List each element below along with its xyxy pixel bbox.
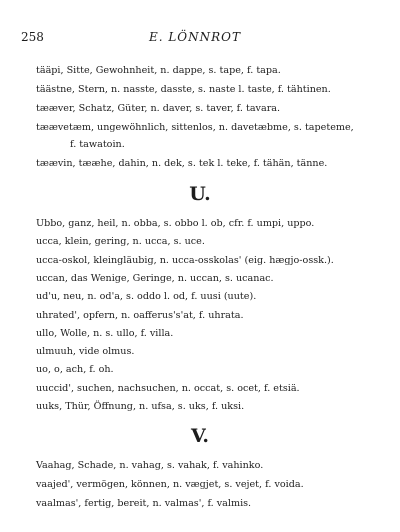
entry-ullo: ullo, Wolle, n. s. ullo, f. villa. (36, 328, 174, 339)
running-head: E. LÖNNROT (148, 30, 242, 44)
entry-taevetaem-continued: f. tawatoin. (70, 139, 125, 150)
entry-taastne: täästne, Stern, n. nasste, dasste, s. naste l. taste, f. tähtinen. (36, 84, 331, 95)
page-header (21, 30, 369, 44)
entry-udu: ud'u, neu, n. od'a, s. oddo l. od, f. uusi (uute). (36, 291, 257, 302)
entry-ucca-oskol: ucca-oskol, kleingläubig, n. ucca-osskolas' (eig. hægjo-ossk.). (36, 255, 334, 266)
entry-ubbo: Ubbo, ganz, heil, n. obba, s. obbo l. ob, cfr. f. umpi, uppo. (36, 218, 315, 229)
entry-ulmuuh: ulmuuh, vide olmus. (36, 346, 135, 357)
entry-taever: tææver, Schatz, Güter, n. daver, s. taver, f. tavara. (36, 103, 281, 114)
entry-taapi: tääpi, Sitte, Gewohnheit, n. dappe, s. tape, f. tapa. (36, 65, 281, 76)
entry-uuccid: uuccid', suchen, nachsuchen, n. occat, s. ocet, f. etsiä. (36, 383, 300, 394)
page-number: 258 (21, 30, 44, 44)
entry-vaahag: Vaahag, Schade, n. vahag, s. vahak, f. vahinko. (36, 460, 264, 471)
entry-uccan: uccan, das Wenige, Geringe, n. uccan, s. ucanac. (36, 273, 274, 284)
entry-taevin: tæævin, tææhe, dahin, n. dek, s. tek l. teke, f. tähän, tänne. (36, 158, 328, 169)
entry-ucca: ucca, klein, gering, n. ucca, s. uce. (36, 236, 205, 247)
entry-uo: uo, o, ach, f. oh. (36, 364, 114, 375)
section-heading-u: U. (189, 183, 211, 205)
entry-taevetaem: tæævetæm, ungewöhnlich, sittenlos, n. davetæbme, s. tapeteme, (36, 122, 354, 133)
entry-uhrated: uhrated', opfern, n. oafferus's'at, f. uhrata. (36, 310, 244, 321)
entry-uuks: uuks, Thür, Öffnung, n. ufsa, s. uks, f. uksi. (36, 401, 245, 412)
section-heading-v: V. (190, 425, 210, 447)
entry-vaalmas: vaalmas', fertig, bereit, n. valmas', f. valmis. (36, 498, 252, 509)
entry-vaajed: vaajed', vermögen, können, n. vægjet, s. vejet, f. voida. (36, 479, 304, 490)
